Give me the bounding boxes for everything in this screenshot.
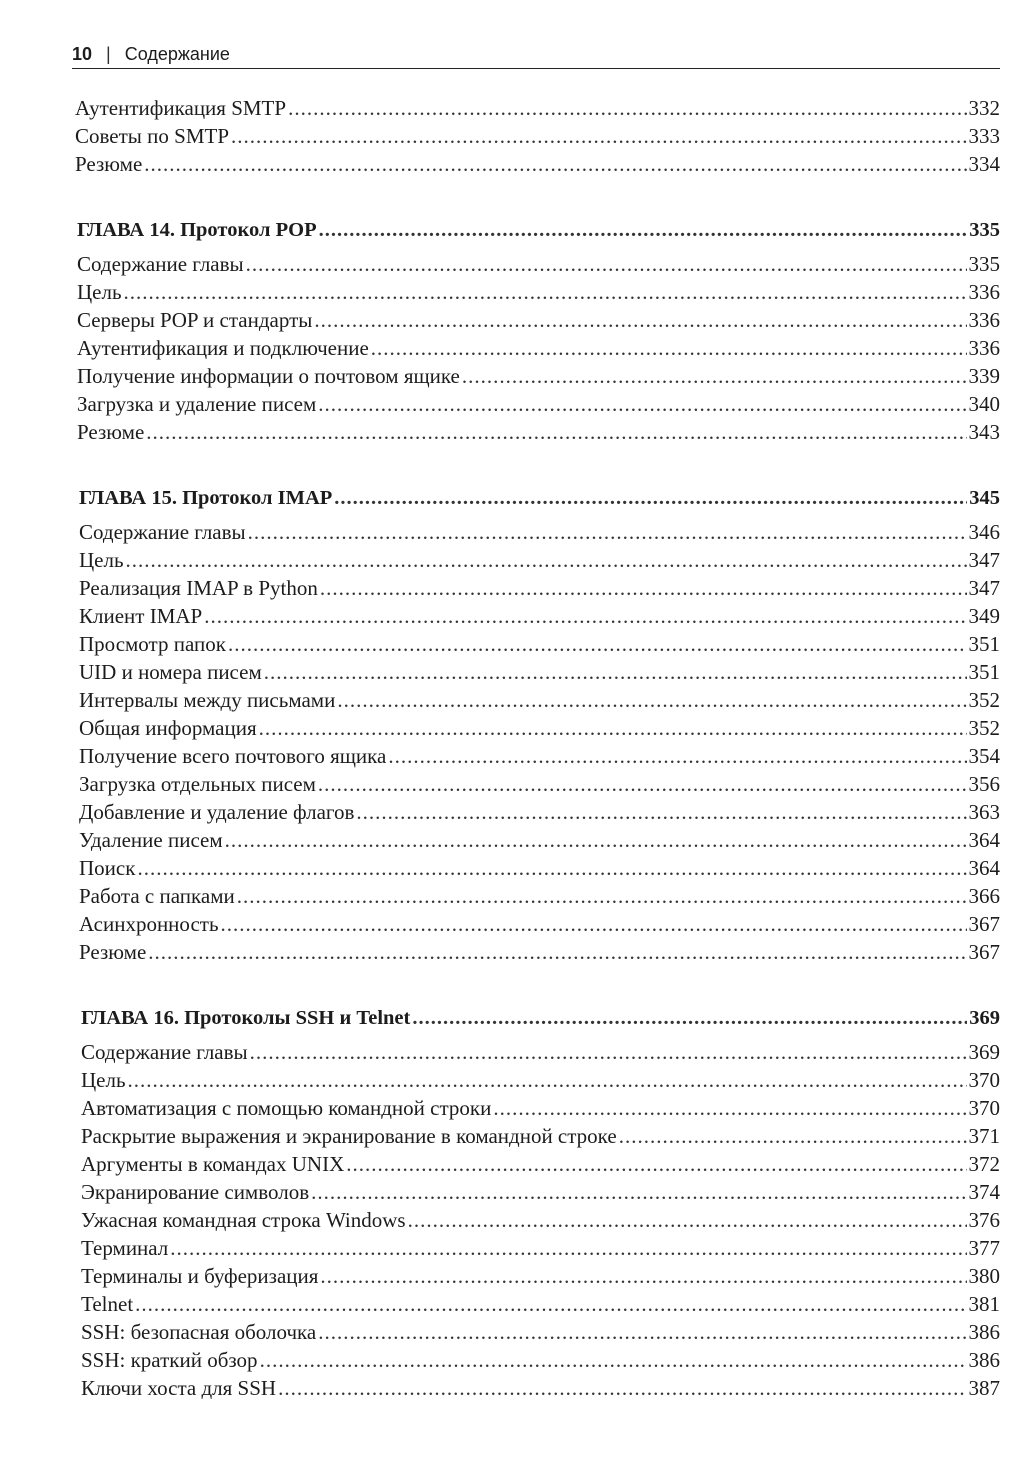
entry-title: Терминал (81, 1236, 169, 1260)
dot-leader (318, 770, 967, 798)
entry-page-number: 346 (968, 520, 1000, 544)
entry-page-number: 387 (968, 1376, 1000, 1400)
entry-title: Аутентификация и подключение (77, 336, 369, 360)
entry-title: Резюме (75, 152, 143, 176)
toc-entry[interactable] (77, 362, 1000, 390)
toc-entry[interactable] (75, 122, 1000, 150)
chapter-title: ГЛАВА 16. Протоколы SSH и Telnet (81, 1007, 411, 1029)
dot-leader (250, 1038, 967, 1066)
dot-leader (204, 602, 966, 630)
toc-entry[interactable] (79, 686, 1000, 714)
entry-title: SSH: краткий обзор (81, 1348, 258, 1372)
entry-page-number: 372 (968, 1152, 1000, 1176)
dot-leader (146, 418, 966, 446)
entry-title: Содержание главы (81, 1040, 248, 1064)
entry-page-number: 369 (968, 1040, 1000, 1064)
toc-entry[interactable] (81, 1262, 1000, 1290)
toc-entry[interactable] (81, 1178, 1000, 1206)
entry-title: Ключи хоста для SSH (81, 1376, 277, 1400)
entry-page-number: 352 (968, 688, 1000, 712)
entry-page-number: 374 (968, 1180, 1000, 1204)
toc-entry[interactable] (75, 150, 1000, 178)
entry-title: Общая информация (79, 716, 257, 740)
dot-leader (135, 1290, 966, 1318)
entry-page-number: 334 (968, 152, 1000, 176)
entry-title: UID и номера писем (79, 660, 262, 684)
entry-page-number: 336 (968, 308, 1000, 332)
entry-page-number: 356 (968, 772, 1000, 796)
entry-title: Цель (77, 280, 122, 304)
running-head (72, 40, 1000, 69)
entry-title: Советы по SMTP (75, 124, 230, 148)
entry-page-number: 339 (968, 364, 1000, 388)
dot-leader (319, 216, 968, 244)
entry-title: Реализация IMAP в Python (79, 576, 318, 600)
toc-entry[interactable] (79, 742, 1000, 770)
entry-page-number: 377 (968, 1236, 1000, 1260)
dot-leader (248, 518, 967, 546)
dot-leader (314, 306, 966, 334)
dot-leader (264, 658, 967, 686)
section-title: Содержание (124, 43, 230, 64)
entry-title: Работа с папками (79, 884, 235, 908)
dot-leader (320, 574, 967, 602)
entry-page-number: 386 (968, 1348, 1000, 1372)
entry-page-number: 376 (968, 1208, 1000, 1232)
toc-entry[interactable] (79, 798, 1000, 826)
entry-page-number: 370 (968, 1096, 1000, 1120)
dot-leader (259, 714, 967, 742)
entry-page-number: 345 (969, 487, 1000, 509)
toc-entry[interactable] (77, 306, 1000, 334)
toc-entry[interactable] (81, 1122, 1000, 1150)
entry-title: Загрузка отдельных писем (79, 772, 316, 796)
dot-leader (334, 484, 967, 512)
dot-leader (371, 334, 967, 362)
dot-leader (137, 854, 966, 882)
entry-page-number: 349 (968, 604, 1000, 628)
entry-page-number: 367 (968, 940, 1000, 964)
entry-page-number: 332 (968, 96, 1000, 120)
chapter-title: ГЛАВА 14. Протокол POP (77, 219, 317, 241)
toc-entry[interactable] (81, 1038, 1000, 1066)
entry-page-number: 351 (968, 660, 1000, 684)
dot-leader (388, 742, 966, 770)
toc-entry[interactable] (81, 1150, 1000, 1178)
dot-leader (144, 150, 966, 178)
entry-title: Получение всего почтового ящика (79, 744, 387, 768)
toc-entry[interactable] (81, 1206, 1000, 1234)
entry-page-number: 371 (968, 1124, 1000, 1148)
entry-title: Получение информации о почтовом ящике (77, 364, 460, 388)
entry-title: Экранирование символов (81, 1180, 310, 1204)
toc-entry[interactable] (77, 390, 1000, 418)
page-number: 10 (72, 43, 93, 64)
toc-entry[interactable] (79, 770, 1000, 798)
entry-page-number: 336 (968, 336, 1000, 360)
entry-page-number: 381 (968, 1292, 1000, 1316)
dot-leader (124, 278, 967, 306)
dot-leader (231, 122, 966, 150)
entry-title: Резюме (77, 420, 145, 444)
toc-entry[interactable] (81, 1374, 1000, 1402)
toc-entry[interactable] (77, 250, 1000, 278)
dot-leader (311, 1178, 966, 1206)
entry-page-number: 386 (968, 1320, 1000, 1344)
dot-leader (318, 1318, 966, 1346)
entry-title: Аутентификация SMTP (75, 96, 287, 120)
dot-leader (619, 1122, 967, 1150)
dot-leader (288, 94, 966, 122)
dot-leader (408, 1206, 967, 1234)
entry-title: Просмотр папок (79, 632, 226, 656)
toc-entry[interactable] (81, 1094, 1000, 1122)
entry-title: Резюме (79, 940, 147, 964)
toc-entry[interactable] (81, 1066, 1000, 1094)
entry-page-number: 347 (968, 548, 1000, 572)
toc-entry[interactable] (75, 94, 1000, 122)
entry-page-number: 370 (968, 1068, 1000, 1092)
dot-leader (260, 1346, 967, 1374)
toc-entry[interactable] (79, 574, 1000, 602)
dot-leader (346, 1150, 966, 1178)
dot-leader (170, 1234, 966, 1262)
entry-page-number: 366 (968, 884, 1000, 908)
dot-leader (320, 1262, 966, 1290)
toc-entry[interactable] (81, 1346, 1000, 1374)
toc-entry[interactable] (81, 1234, 1000, 1262)
dot-leader (225, 826, 967, 854)
dot-leader (237, 882, 967, 910)
entry-page-number: 364 (968, 828, 1000, 852)
toc-entry[interactable] (79, 546, 1000, 574)
chapter-heading[interactable] (81, 1004, 1000, 1032)
toc-entry[interactable] (79, 714, 1000, 742)
entry-page-number: 333 (968, 124, 1000, 148)
toc-entry[interactable] (77, 334, 1000, 362)
toc-entry[interactable] (81, 1290, 1000, 1318)
entry-title: Клиент IMAP (79, 604, 203, 628)
dot-leader (493, 1094, 966, 1122)
toc-entry[interactable] (79, 518, 1000, 546)
toc-entry[interactable] (79, 826, 1000, 854)
dot-leader (412, 1004, 967, 1032)
dot-leader (356, 798, 966, 826)
dot-leader (337, 686, 966, 714)
entry-title: Содержание главы (77, 252, 244, 276)
entry-page-number: 336 (968, 280, 1000, 304)
entry-title: Поиск (79, 856, 136, 880)
dot-leader (126, 546, 967, 574)
entry-title: Добавление и удаление флагов (79, 800, 355, 824)
entry-page-number: 351 (968, 632, 1000, 656)
entry-title: Автоматизация с помощью командной строки (81, 1096, 492, 1120)
entry-title: SSH: безопасная оболочка (81, 1320, 317, 1344)
toc-entry[interactable] (77, 278, 1000, 306)
entry-title: Ужасная командная строка Windows (81, 1208, 406, 1232)
entry-title: Цель (81, 1068, 126, 1092)
entry-page-number: 340 (968, 392, 1000, 416)
entry-title: Раскрытие выражения и экранирование в командной строке (81, 1124, 617, 1148)
entry-page-number: 352 (968, 716, 1000, 740)
entry-title: Цель (79, 548, 124, 572)
toc-entry[interactable] (81, 1318, 1000, 1346)
dot-leader (128, 1066, 967, 1094)
toc-entry[interactable] (77, 418, 1000, 446)
entry-title: Аргументы в командах UNIX (81, 1152, 345, 1176)
dot-leader (462, 362, 967, 390)
toc-entry[interactable] (79, 938, 1000, 966)
header-separator: | (106, 43, 111, 64)
toc-entry[interactable] (79, 602, 1000, 630)
toc-entry[interactable] (79, 854, 1000, 882)
entry-page-number: 363 (968, 800, 1000, 824)
dot-leader (318, 390, 966, 418)
chapter-title: ГЛАВА 15. Протокол IMAP (79, 487, 333, 509)
entry-title: Удаление писем (79, 828, 223, 852)
entry-title: Telnet (81, 1292, 134, 1316)
toc-entry[interactable] (79, 910, 1000, 938)
entry-title: Загрузка и удаление писем (77, 392, 317, 416)
entry-page-number: 335 (968, 252, 1000, 276)
entry-page-number: 343 (968, 420, 1000, 444)
entry-title: Серверы POP и стандарты (77, 308, 313, 332)
entry-title: Интервалы между письмами (79, 688, 336, 712)
entry-title: Асинхронность (79, 912, 219, 936)
entry-page-number: 364 (968, 856, 1000, 880)
dot-leader (228, 630, 967, 658)
entry-page-number: 335 (969, 219, 1000, 241)
dot-leader (278, 1374, 966, 1402)
dot-leader (246, 250, 967, 278)
table-of-contents (72, 94, 1000, 1402)
entry-page-number: 354 (968, 744, 1000, 768)
dot-leader (221, 910, 967, 938)
toc-entry[interactable] (79, 882, 1000, 910)
toc-entry[interactable] (79, 630, 1000, 658)
entry-page-number: 380 (968, 1264, 1000, 1288)
entry-title: Терминалы и буферизация (81, 1264, 319, 1288)
entry-page-number: 347 (968, 576, 1000, 600)
entry-title: Содержание главы (79, 520, 246, 544)
dot-leader (148, 938, 966, 966)
entry-page-number: 369 (969, 1007, 1000, 1029)
chapter-heading[interactable] (79, 484, 1000, 512)
toc-entry[interactable] (79, 658, 1000, 686)
entry-page-number: 367 (968, 912, 1000, 936)
chapter-heading[interactable] (77, 216, 1000, 244)
